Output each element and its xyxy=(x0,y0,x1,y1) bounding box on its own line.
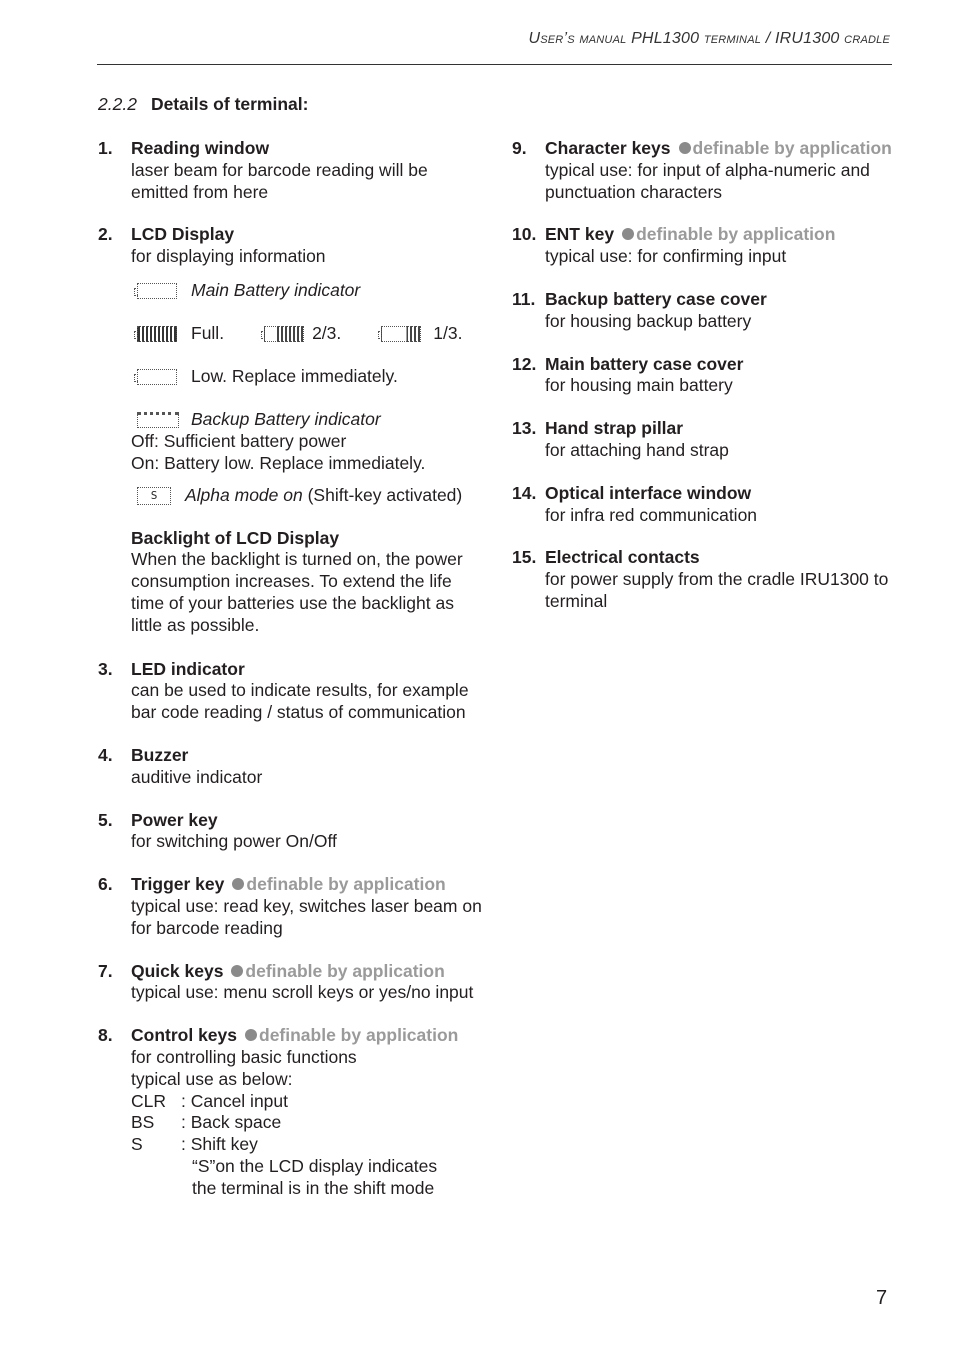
bullet-dot-icon xyxy=(622,228,634,240)
backup-battery-label: Backup Battery indicator xyxy=(191,409,381,430)
item-title: LCD Display xyxy=(131,224,235,245)
item-number: 1. xyxy=(98,138,113,158)
item-description: auditive indicator xyxy=(131,766,263,787)
key-name: S xyxy=(131,1134,143,1155)
list-item xyxy=(512,138,902,203)
definable-note: definable by application xyxy=(636,224,836,245)
item-description: typical use: menu scroll keys or yes/no input xyxy=(131,982,474,1003)
item-description: typical use: read key, switches laser beam on for barcode reading xyxy=(131,895,482,938)
list-item xyxy=(98,1025,488,1199)
item-number: 13. xyxy=(512,418,537,439)
item-number: 2. xyxy=(98,224,113,245)
main-battery-row xyxy=(131,280,488,302)
backup-battery-row xyxy=(131,409,488,431)
control-key-list xyxy=(131,1091,488,1156)
backup-battery-icon xyxy=(137,412,179,428)
list-item xyxy=(98,224,488,636)
item-description: for housing main battery xyxy=(545,375,733,396)
item-description: for switching power On/Off xyxy=(131,831,337,852)
item-number: 12. xyxy=(512,353,537,374)
definable-note: definable by application xyxy=(692,138,892,158)
battery-empty-icon xyxy=(137,283,177,299)
left-column xyxy=(98,138,488,1221)
definable-note: definable by application xyxy=(246,874,446,895)
alpha-mode-note: (Shift-key activated) xyxy=(302,484,463,505)
item-title: Quick keys xyxy=(131,960,224,981)
battery-one-third-label: 1/3. xyxy=(433,323,463,344)
bullet-dot-icon xyxy=(679,142,691,154)
item-title: Buzzer xyxy=(131,744,189,765)
item-description: for infra red communication xyxy=(545,504,758,525)
item-title: Main battery case cover xyxy=(545,353,744,374)
list-item xyxy=(98,745,488,789)
shift-note: the terminal is in the shift mode xyxy=(192,1177,435,1198)
list-item xyxy=(512,418,902,462)
page-number: 7 xyxy=(876,1287,888,1309)
item-number: 5. xyxy=(98,809,113,830)
item-title: Character keys xyxy=(545,138,671,158)
alpha-mode-row xyxy=(131,485,488,507)
item-title: Power key xyxy=(131,809,218,830)
item-description: for displaying information xyxy=(131,246,326,267)
backlight-title: Backlight of LCD Display xyxy=(131,527,340,548)
bullet-dot-icon xyxy=(232,878,244,890)
key-description: : Back space xyxy=(181,1112,282,1133)
right-column xyxy=(512,138,902,634)
item-number: 15. xyxy=(512,547,537,568)
list-item xyxy=(512,547,902,612)
bullet-dot-icon xyxy=(231,965,243,977)
alpha-mode-label: Alpha mode on xyxy=(185,484,303,505)
section-heading xyxy=(98,94,308,115)
battery-two-thirds-icon xyxy=(264,326,304,342)
item-description: can be used to indicate results, for example bar code reading / status of communication xyxy=(131,680,469,723)
item-number: 6. xyxy=(98,874,113,895)
battery-full-icon xyxy=(137,326,177,342)
battery-low-label: Low. Replace immediately. xyxy=(191,366,398,387)
item-title: LED indicator xyxy=(131,658,245,679)
definable-note: definable by application xyxy=(259,1025,459,1046)
key-name: BS xyxy=(131,1112,155,1133)
bullet-dot-icon xyxy=(245,1029,257,1041)
battery-levels-row xyxy=(131,323,488,345)
backlight-description: When the backlight is turned on, the power consumption increases. To extend the life time of your batteries use the backlight as little as possible. xyxy=(131,549,463,635)
backup-off-text: Off: Sufficient battery power xyxy=(131,430,347,451)
shift-note: “S”on the LCD display indicates xyxy=(192,1155,438,1176)
item-title: Backup battery case cover xyxy=(545,288,767,309)
list-item xyxy=(98,810,488,854)
battery-two-thirds-label: 2/3. xyxy=(312,323,342,344)
list-item xyxy=(98,138,488,203)
item-title: ENT key xyxy=(545,224,615,245)
item-description: typical use: for input of alpha-numeric and punctuation characters xyxy=(545,159,870,202)
item-description: typical use as below: xyxy=(131,1068,293,1089)
item-number: 10. xyxy=(512,224,537,245)
item-number: 14. xyxy=(512,482,537,503)
battery-low-icon xyxy=(137,369,177,385)
item-title: Trigger key xyxy=(131,874,225,895)
list-item xyxy=(512,289,902,333)
list-item xyxy=(98,961,488,1005)
item-description: for power supply from the cradle IRU1300 to terminal xyxy=(545,569,889,611)
alpha-mode-icon: S xyxy=(137,487,171,505)
item-description: for attaching hand strap xyxy=(545,439,729,460)
header-rule xyxy=(97,64,892,65)
list-item xyxy=(98,659,488,724)
item-number: 7. xyxy=(98,960,113,981)
battery-one-third-icon xyxy=(381,326,421,342)
list-item xyxy=(98,874,488,939)
item-number: 9. xyxy=(512,138,527,158)
item-description: for housing backup battery xyxy=(545,310,752,331)
item-title: Optical interface window xyxy=(545,482,752,503)
item-title: Reading window xyxy=(131,138,270,158)
battery-low-row xyxy=(131,366,488,388)
section-title: Details of terminal: xyxy=(150,94,309,114)
item-title: Control keys xyxy=(131,1025,237,1046)
list-item xyxy=(512,224,902,268)
item-description: laser beam for barcode reading will be emitted from here xyxy=(131,159,428,202)
main-battery-label: Main Battery indicator xyxy=(191,280,361,301)
item-title: Electrical contacts xyxy=(545,547,700,568)
backup-on-text: On: Battery low. Replace immediately. xyxy=(131,452,426,473)
item-number: 4. xyxy=(98,744,113,765)
key-description: : Cancel input xyxy=(181,1090,289,1111)
section-number: 2.2.2 xyxy=(98,94,137,114)
key-description: : Shift key xyxy=(181,1134,258,1155)
item-number: 11. xyxy=(512,288,536,309)
item-description: for controlling basic functions xyxy=(131,1046,357,1067)
list-item xyxy=(512,354,902,398)
battery-full-label: Full. xyxy=(191,323,225,344)
running-header: User’s manual PHL1300 terminal / IRU1300 cradle xyxy=(528,30,890,47)
list-item xyxy=(512,483,902,527)
item-description: typical use: for confirming input xyxy=(545,246,787,267)
definable-note: definable by application xyxy=(245,960,445,981)
item-number: 8. xyxy=(98,1025,113,1046)
item-title: Hand strap pillar xyxy=(545,418,684,439)
item-number: 3. xyxy=(98,658,113,679)
key-name: CLR xyxy=(131,1090,167,1111)
